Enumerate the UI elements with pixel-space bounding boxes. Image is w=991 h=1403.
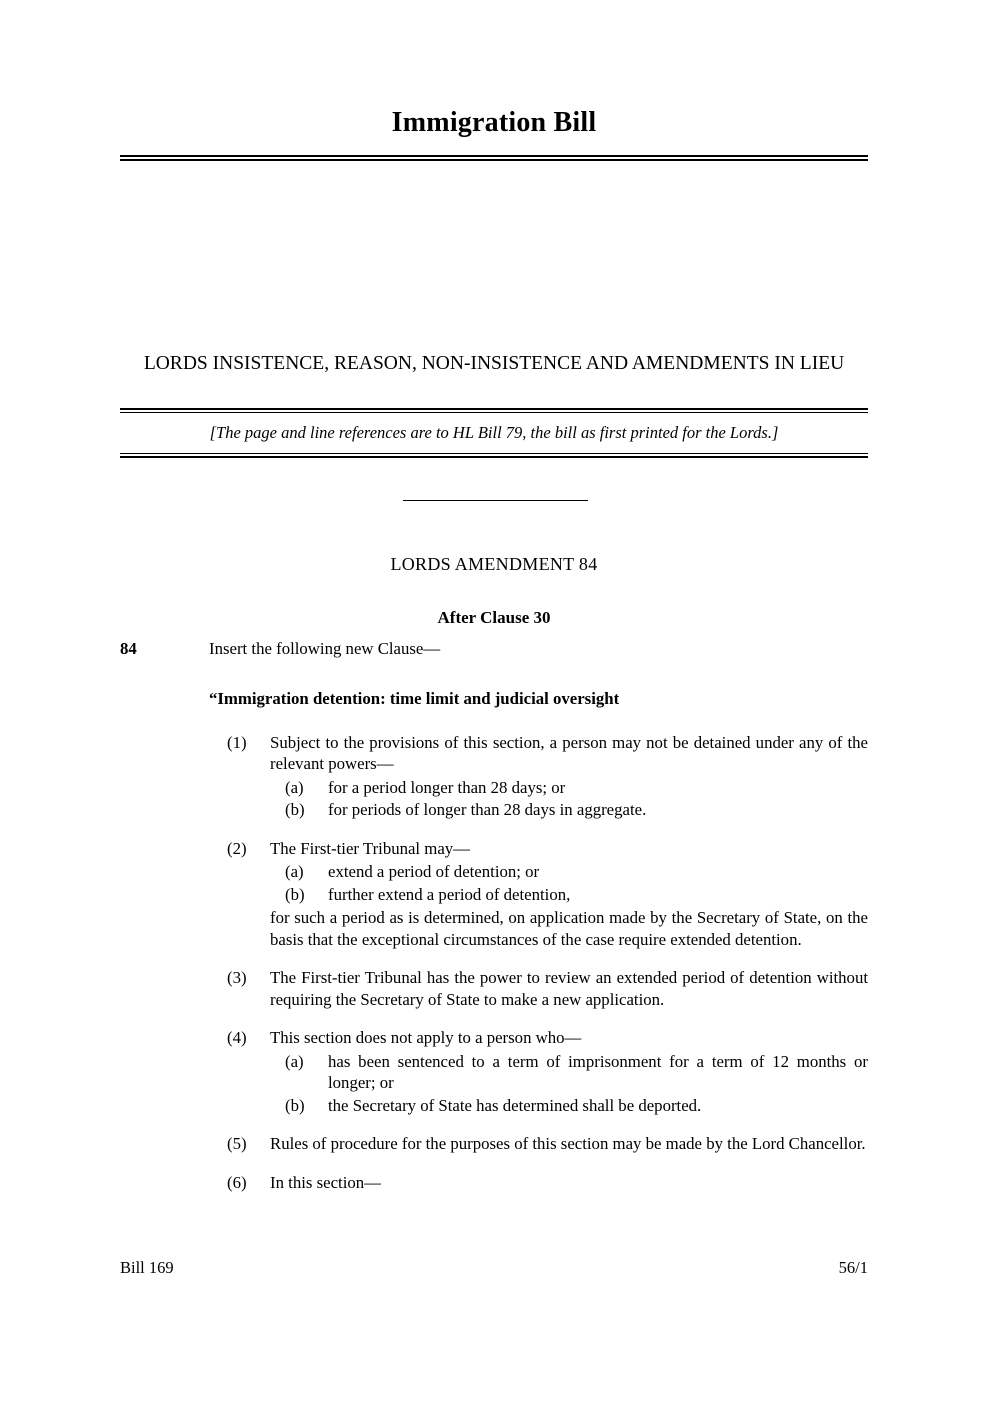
paragraph-marker: (b) — [285, 800, 305, 819]
paragraph — [270, 861, 868, 883]
paragraph-marker: (a) — [285, 777, 304, 797]
new-clause-title: “Immigration detention: time limit and judicial oversight — [209, 689, 620, 708]
paragraph — [270, 1051, 868, 1094]
amendment-body — [120, 638, 868, 1210]
paragraph-text: further extend a period of detention, — [328, 884, 571, 904]
title-block — [120, 108, 868, 161]
page-footer — [120, 1258, 868, 1278]
section-heading: LORDS INSISTENCE, REASON, NON-INSISTENCE AND AMENDMENTS IN LIEU — [143, 353, 845, 374]
paragraph-marker: (b) — [285, 884, 305, 904]
paragraph-group — [270, 1051, 868, 1117]
subsection-text: The First-tier Tribunal may— — [270, 838, 470, 858]
subsection — [120, 967, 868, 1010]
subsection — [120, 1027, 868, 1116]
paragraph-marker: (a) — [285, 862, 304, 881]
subsection-text: Subject to the provisions of this section, a person may not be detained under any of the relevant powers— — [270, 732, 868, 773]
subsection-text: Rules of procedure for the purposes of this section may be made by the Lord Chancellor. — [270, 1134, 866, 1153]
subsection-marker: (1) — [227, 732, 247, 752]
paragraph — [270, 799, 868, 821]
subsection — [120, 1133, 868, 1155]
reference-note-block — [120, 408, 868, 458]
paragraph-group — [270, 861, 868, 905]
title-divider — [120, 155, 868, 161]
paragraph — [270, 777, 868, 799]
subsection-marker: (6) — [227, 1172, 247, 1192]
subsection — [120, 838, 868, 951]
amendment-label: LORDS AMENDMENT 84 — [390, 554, 598, 574]
subsection-text: In this section— — [270, 1172, 381, 1192]
paragraph — [270, 884, 868, 906]
paragraph-text: the Secretary of State has determined shall be deported. — [328, 1095, 702, 1115]
paragraph-group — [270, 777, 868, 821]
note-divider-bottom — [120, 453, 868, 458]
clause-heading: After Clause 30 — [437, 608, 551, 627]
subsection-text: This section does not apply to a person who— — [270, 1028, 582, 1047]
subsection — [120, 1172, 868, 1194]
paragraph-text: for periods of longer than 28 days in aggregate. — [328, 800, 647, 819]
amendment-number: 84 — [120, 639, 137, 658]
subsection-marker: (3) — [227, 968, 247, 987]
bill-number: Bill 169 — [120, 1258, 174, 1277]
short-divider — [403, 500, 588, 501]
paragraph-marker: (a) — [285, 1051, 304, 1071]
subsection-marker: (5) — [227, 1134, 247, 1153]
page-number: 56/1 — [838, 1258, 868, 1277]
subsection-tail-text: for such a period as is determined, on application made by the Secretary of State, on the basis that the exceptional circumstances of the case require extended detention. — [270, 908, 868, 949]
amendment-intro-row — [120, 638, 868, 662]
paragraph-text: for a period longer than 28 days; or — [328, 777, 566, 797]
paragraph-text: extend a period of detention; or — [328, 862, 540, 881]
subsection — [120, 732, 868, 821]
paragraph-marker: (b) — [285, 1095, 305, 1115]
amendment-instruction: Insert the following new Clause— — [209, 639, 441, 658]
reference-note: [The page and line references are to HL Bill 79, the bill as first printed for the Lords.] — [209, 423, 779, 442]
paragraph-text: has been sentenced to a term of imprisonment for a term of 12 months or longer; or — [328, 1051, 868, 1092]
page-title: Immigration Bill — [391, 107, 597, 138]
subsection-marker: (4) — [227, 1028, 247, 1047]
subsection-text: The First-tier Tribunal has the power to review an extended period of detention without requiring the Secretary of State to make a new application. — [270, 968, 868, 1009]
subsection-marker: (2) — [227, 838, 247, 858]
paragraph — [270, 1095, 868, 1117]
